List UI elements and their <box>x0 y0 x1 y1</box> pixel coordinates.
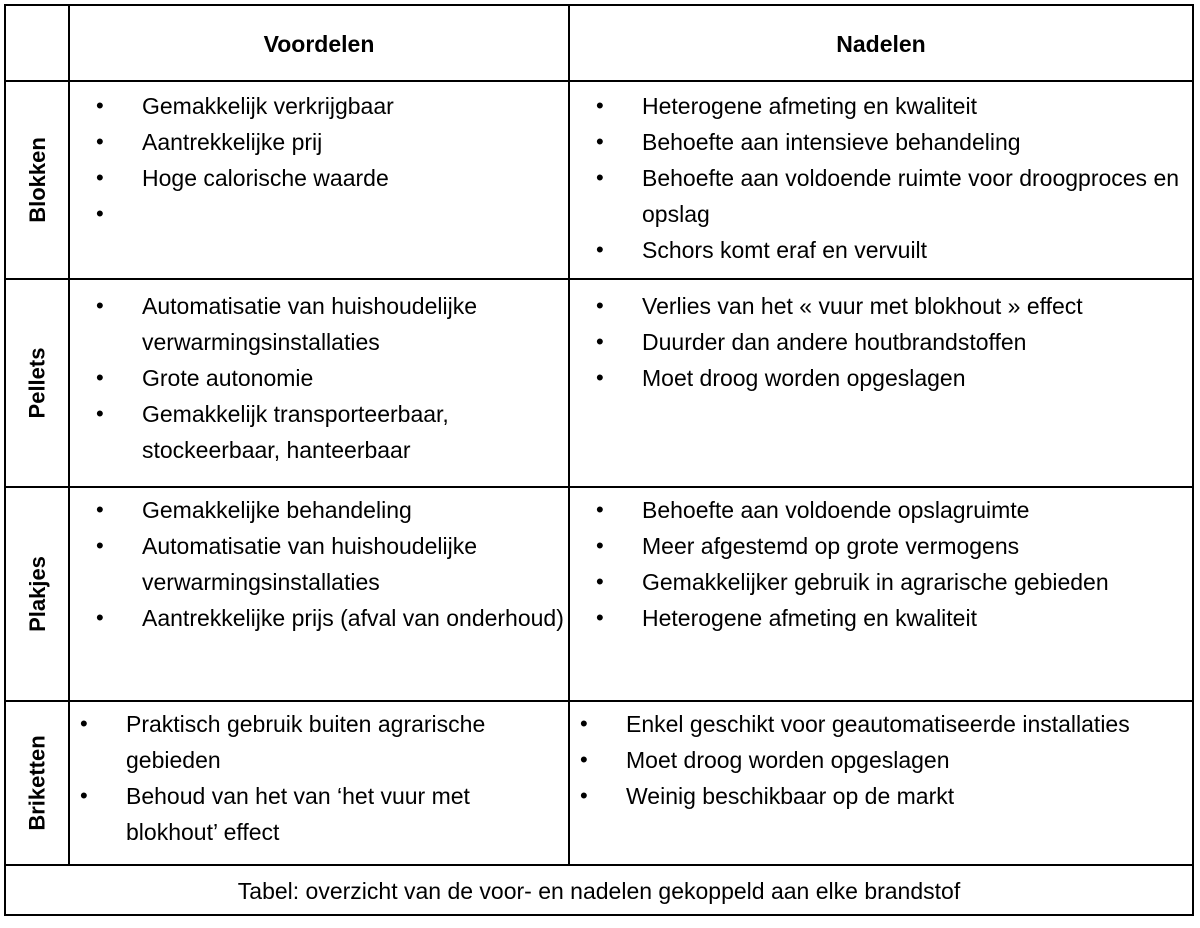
nadelen-list-plakjes <box>570 492 1192 636</box>
list-item: • Moet droog worden opgeslagen <box>570 360 1190 396</box>
list-item: • Grote autonomie <box>70 360 566 396</box>
list-item: • Behoefte aan voldoende opslagruimte <box>570 492 1192 528</box>
list-item: • Automatisatie van huishoudelijke verwarmingsinstallaties <box>70 528 566 600</box>
row-label-text: Pellets <box>24 347 50 419</box>
list-item: • Heterogene afmeting en kwaliteit <box>570 88 1180 124</box>
list-item: • Gemakkelijker gebruik in agrarische gebieden <box>570 564 1192 600</box>
row-label-text: Plakjes <box>24 556 50 632</box>
list-item: • Meer afgestemd op grote vermogens <box>570 528 1192 564</box>
list-item: • Aantrekkelijke prijs (afval van onderhoud) <box>70 600 566 636</box>
header-nadelen: Nadelen <box>836 30 926 57</box>
grid-line-horizontal-4 <box>6 700 1192 702</box>
list-item: • Moet droog worden opgeslagen <box>570 742 1160 778</box>
comparison-table <box>4 4 1194 916</box>
nadelen-list-pellets <box>570 288 1190 396</box>
grid-line-horizontal-3 <box>6 486 1192 488</box>
header-corner <box>6 6 68 82</box>
voordelen-list-pellets <box>70 288 566 468</box>
list-item: • Gemakkelijke behandeling <box>70 492 566 528</box>
list-item: • Behoud van het van ‘het vuur met blokhout’ effect <box>70 778 566 850</box>
row-label-pellets <box>6 280 69 486</box>
grid-line-horizontal-2 <box>6 278 1192 280</box>
row-label-text: Blokken <box>24 137 50 223</box>
voordelen-list-plakjes <box>70 492 566 636</box>
table-caption: Tabel: overzicht van de voor- en nadelen gekoppeld aan elke brandstof <box>237 877 961 904</box>
grid-line-horizontal-5 <box>6 864 1192 866</box>
row-label-briketten <box>6 702 69 864</box>
list-item: • Gemakkelijk verkrijgbaar <box>70 88 566 124</box>
list-item: • Gemakkelijk transporteerbaar, stockeerbaar, hanteerbaar <box>70 396 566 468</box>
nadelen-list-briketten <box>570 706 1160 814</box>
list-item <box>70 196 566 232</box>
row-label-plakjes <box>6 488 69 700</box>
nadelen-list-blokken <box>570 88 1180 268</box>
row-label-blokken <box>6 82 69 278</box>
list-item: • Hoge calorische waarde <box>70 160 566 196</box>
list-item: • Praktisch gebruik buiten agrarische gebieden <box>70 706 566 778</box>
list-item: • Behoefte aan intensieve behandeling <box>570 124 1180 160</box>
list-item: • Heterogene afmeting en kwaliteit <box>570 600 1192 636</box>
list-item: • Behoefte aan voldoende ruimte voor droogproces en opslag <box>570 160 1180 232</box>
list-item: • Enkel geschikt voor geautomatiseerde installaties <box>570 706 1160 742</box>
list-item: • Weinig beschikbaar op de markt <box>570 778 1160 814</box>
voordelen-list-briketten <box>70 706 566 850</box>
voordelen-list-blokken <box>70 88 566 232</box>
row-label-text: Briketten <box>24 735 50 831</box>
header-voordelen: Voordelen <box>263 30 375 57</box>
list-item: • Duurder dan andere houtbrandstoffen <box>570 324 1190 360</box>
list-item: • Schors komt eraf en vervuilt <box>570 232 1180 268</box>
list-item: • Aantrekkelijke prij <box>70 124 566 160</box>
list-item: • Automatisatie van huishoudelijke verwarmingsinstallaties <box>70 288 566 360</box>
list-item: • Verlies van het « vuur met blokhout » effect <box>570 288 1190 324</box>
